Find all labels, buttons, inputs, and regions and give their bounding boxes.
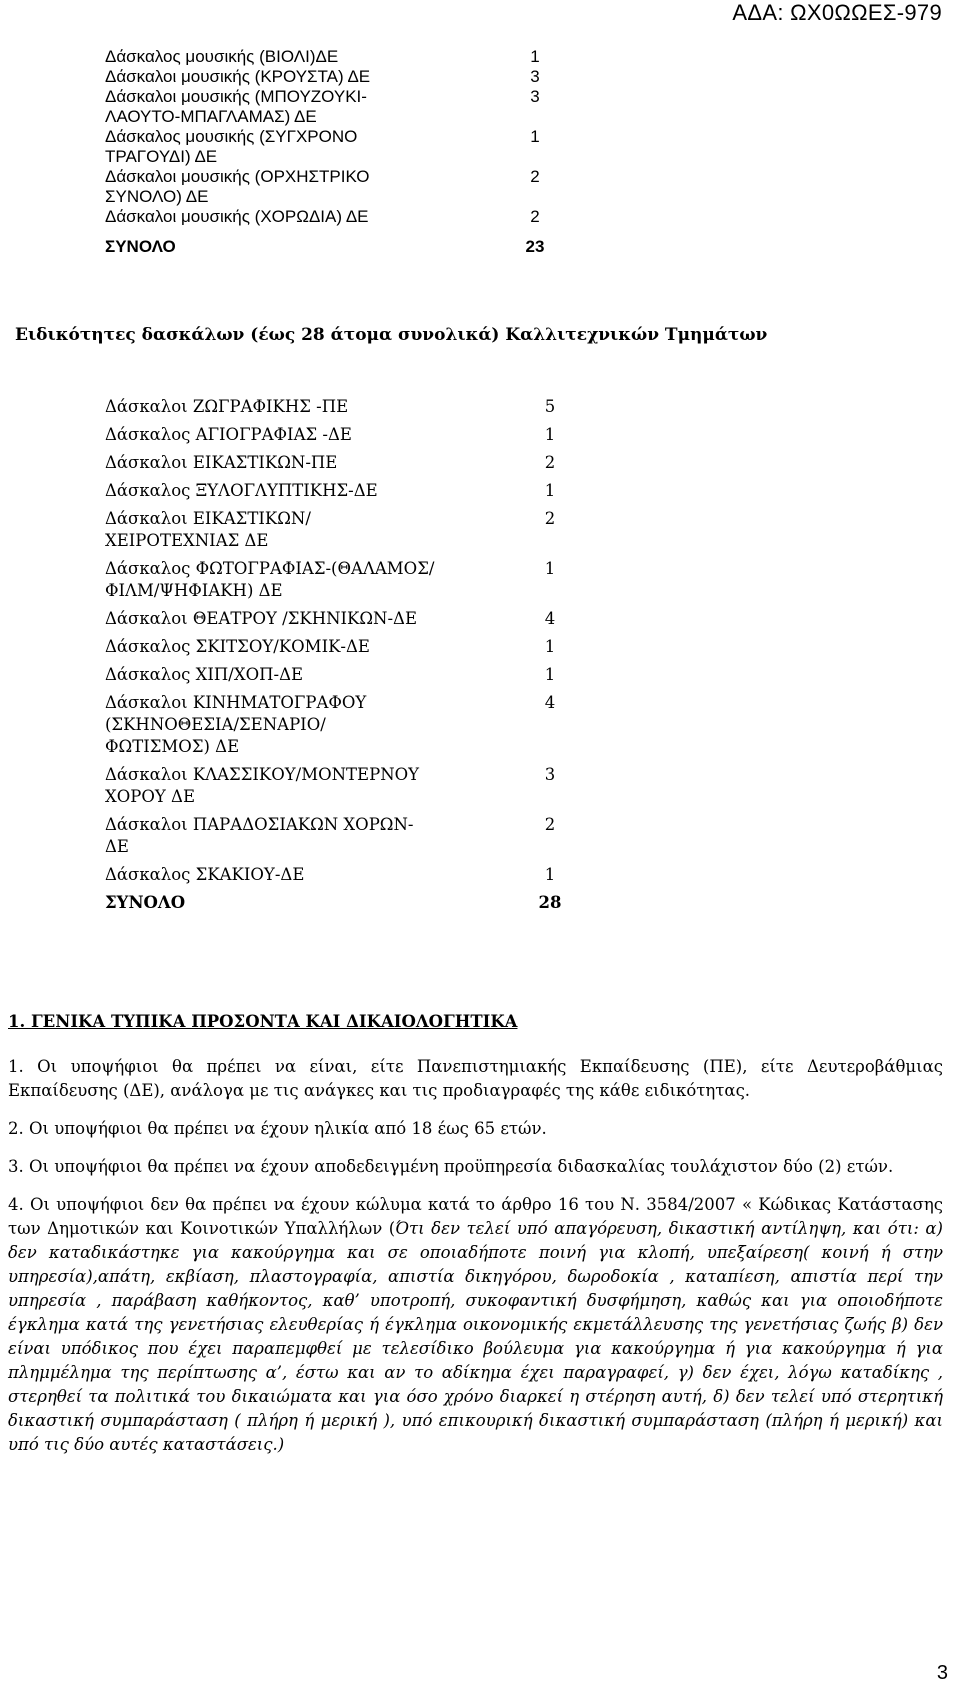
row-value: 3 bbox=[530, 87, 540, 106]
page-number: 3 bbox=[936, 1662, 948, 1684]
row-value: 5 bbox=[544, 397, 556, 416]
requirements-text bbox=[8, 1055, 943, 1471]
table-row bbox=[105, 608, 600, 630]
row-value: 3 bbox=[544, 765, 556, 784]
row-label: Δάσκαλος ΦΩΤΟΓΡΑΦΙΑΣ-(ΘΑΛΑΜΟΣ/ΦΙΛΜ/ΨΗΦΙΑΚΗ) ΔΕ bbox=[105, 559, 435, 600]
table-row bbox=[105, 87, 605, 127]
row-value: 1 bbox=[544, 665, 556, 684]
table-row bbox=[105, 764, 600, 808]
row-value: 1 bbox=[544, 481, 556, 500]
table-row bbox=[105, 424, 600, 446]
row-label: Δάσκαλοι ΕΙΚΑΣΤΙΚΩΝ-ΠΕ bbox=[105, 453, 338, 472]
table-row bbox=[105, 167, 605, 207]
row-label: Δάσκαλος ΞΥΛΟΓΛΥΠΤΙΚΗΣ-ΔΕ bbox=[105, 481, 378, 500]
row-label: Δάσκαλοι ΘΕΑΤΡΟΥ /ΣΚΗΝΙΚΩΝ-ΔΕ bbox=[105, 609, 418, 628]
row-value: 1 bbox=[530, 127, 540, 146]
row-value: 1 bbox=[544, 425, 556, 444]
total-label: ΣΥΝΟΛΟ bbox=[105, 893, 186, 912]
row-value: 1 bbox=[544, 865, 556, 884]
row-value: 3 bbox=[530, 67, 540, 86]
row-label: Δάσκαλοι ΖΩΓΡΑΦΙΚΗΣ -ΠΕ bbox=[105, 397, 349, 416]
table-row bbox=[105, 692, 600, 758]
table-row bbox=[105, 864, 600, 886]
row-value: 2 bbox=[544, 509, 556, 528]
ada-code: ΑΔΑ: ΩΧ0ΩΩΕΣ-979 bbox=[732, 0, 942, 25]
paragraph-4-start: 4. Οι υποψήφιοι δεν θα πρέπει να έχουν κώλυμα κατά το άρθρο 16 του Ν. 3584/2007 « Κώδικας Κατάστασης των Δημοτικών και Κοινοτικών Υπαλλήλων ( bbox=[8, 1195, 943, 1238]
paragraph-2: 2. Οι υποψήφιοι θα πρέπει να έχουν ηλικία από 18 έως 65 ετών. bbox=[8, 1119, 547, 1138]
table-row bbox=[105, 127, 605, 167]
paragraph-4 bbox=[8, 1193, 943, 1457]
specialties-heading: Ειδικότητες δασκάλων (έως 28 άτομα συνολικά) Καλλιτεχνικών Τμημάτων bbox=[15, 325, 768, 345]
row-label: Δάσκαλοι ΠΑΡΑΔΟΣΙΑΚΩΝ ΧΟΡΩΝ-ΔΕ bbox=[105, 815, 414, 856]
row-label: Δάσκαλος μουσικής (ΣΥΓΧΡΟΝΟ ΤΡΑΓΟΥΔΙ) ΔΕ bbox=[105, 127, 358, 166]
row-label: Δάσκαλοι ΚΛΑΣΣΙΚΟΥ/ΜΟΝΤΕΡΝΟΥ ΧΟΡΟΥ ΔΕ bbox=[105, 765, 420, 806]
total-value: 23 bbox=[525, 237, 545, 256]
row-label: Δάσκαλος ΣΚΙΤΣΟΥ/ΚΟΜΙΚ-ΔΕ bbox=[105, 637, 370, 656]
table-row bbox=[105, 508, 600, 552]
table-row bbox=[105, 558, 600, 602]
paragraph-1: 1. Οι υποψήφιοι θα πρέπει να είναι, είτε Πανεπιστημιακής Εκπαίδευσης (ΠΕ), είτε Δευτεροβάθμιας Εκπαίδευσης (ΔΕ), ανάλογα με τις ανάγκες και τις προδιαγραφές της κάθε ειδικότητας. bbox=[8, 1057, 943, 1100]
row-label: Δάσκαλος μουσικής (ΒΙΟΛΙ)ΔΕ bbox=[105, 47, 339, 66]
table-total-row bbox=[105, 892, 600, 914]
row-label: Δάσκαλοι μουσικής (ΜΠΟΥΖΟΥΚΙ-ΛΑΟΥΤΟ-ΜΠΑΓΛΑΜΑΣ) ΔΕ bbox=[105, 87, 367, 126]
row-value: 1 bbox=[544, 637, 556, 656]
table-row bbox=[105, 636, 600, 658]
table-row bbox=[105, 67, 605, 87]
arts-teachers-table bbox=[105, 396, 600, 920]
table-row bbox=[105, 396, 600, 418]
row-value: 2 bbox=[530, 207, 540, 226]
row-label: Δάσκαλοι ΚΙΝΗΜΑΤΟΓΡΑΦΟΥ (ΣΚΗΝΟΘΕΣΙΑ/ΣΕΝΑΡΙΟ/ ΦΩΤΙΣΜΟΣ) ΔΕ bbox=[105, 693, 367, 756]
row-value: 2 bbox=[544, 453, 556, 472]
table-total-row bbox=[105, 237, 605, 257]
table-row bbox=[105, 47, 605, 67]
table-row bbox=[105, 480, 600, 502]
table-row bbox=[105, 814, 600, 858]
row-label: Δάσκαλοι μουσικής (ΚΡΟΥΣΤΑ) ΔΕ bbox=[105, 67, 371, 86]
row-value: 2 bbox=[530, 167, 540, 186]
row-value: 1 bbox=[544, 559, 556, 578]
total-label: ΣΥΝΟΛΟ bbox=[105, 237, 176, 256]
row-value: 2 bbox=[544, 815, 556, 834]
table-row bbox=[105, 207, 605, 227]
row-label: Δάσκαλος ΑΓΙΟΓΡΑΦΙΑΣ -ΔΕ bbox=[105, 425, 352, 444]
section-title: 1. ΓΕΝΙΚΑ ΤΥΠΙΚΑ ΠΡΟΣΟΝΤΑ ΚΑΙ ΔΙΚΑΙΟΛΟΓΗΤΙΚΑ bbox=[8, 1012, 518, 1031]
row-label: Δάσκαλοι ΕΙΚΑΣΤΙΚΩΝ/ΧΕΙΡΟΤΕΧΝΙΑΣ ΔΕ bbox=[105, 509, 311, 550]
paragraph-3: 3. Οι υποψήφιοι θα πρέπει να έχουν αποδεδειγμένη προϋπηρεσία διδασκαλίας τουλάχιστον δύο (2) ετών. bbox=[8, 1157, 894, 1176]
total-value: 28 bbox=[538, 893, 562, 912]
row-value: 4 bbox=[544, 609, 556, 628]
row-value: 1 bbox=[530, 47, 540, 66]
row-label: Δάσκαλος ΧΙΠ/ΧΟΠ-ΔΕ bbox=[105, 665, 304, 684]
row-label: Δάσκαλοι μουσικής (ΧΟΡΩΔΙΑ) ΔΕ bbox=[105, 207, 369, 226]
table-row bbox=[105, 664, 600, 686]
row-value: 4 bbox=[544, 693, 556, 712]
table-row bbox=[105, 452, 600, 474]
row-label: Δάσκαλοι μουσικής (ΟΡΧΗΣΤΡΙΚΟ ΣΥΝΟΛΟ) ΔΕ bbox=[105, 167, 370, 206]
music-teachers-table bbox=[105, 47, 605, 257]
row-label: Δάσκαλος ΣΚΑΚΙΟΥ-ΔΕ bbox=[105, 865, 305, 884]
paragraph-4-italic: Ότι δεν τελεί υπό απαγόρευση, δικαστική αντίληψη, και ότι: α) δεν καταδικάστηκε για κακούργημα και σε οποιαδήποτε ποινή για κλοπή, υπεξαίρεση( κοινή ή στην υπηρεσία),απάτη, εκβίαση, πλαστογραφία, απιστία δικηγόρου, δωροδοκία , καταπίεση, απιστία περί την υπηρεσία , παράβαση καθήκοντος, καθ’ υποτροπή, συκοφαντική δυσφήμηση, καθώς και για οποιοδήποτε έγκλημα κατά της γενετήσιας ελευθερίας ή έγκλημα οικονομικής εκμετάλλευσης της γενετήσιας ζωής β) δεν είναι υπόδικος που έχει παραπεμφθεί με τελεσίδικο βούλευμα για κακούργημα ή για κακούργημα ή για πλημμέλημα της περίπτωσης α’, έστω και αν το αδίκημα έχει παραγραφεί, γ) δεν έχει, λόγω καταδίκης , στερηθεί τα πολιτικά του δικαιώματα και για όσο χρόνο διαρκεί η στέρηση αυτή, δ) δεν τελεί υπό στερητική δικαστική συμπαράσταση ( πλήρη ή μερική ), υπό επικουρική δικαστική συμπαράσταση (πλήρη ή μερική) και υπό τις δύο αυτές καταστάσεις.) bbox=[8, 1219, 943, 1454]
